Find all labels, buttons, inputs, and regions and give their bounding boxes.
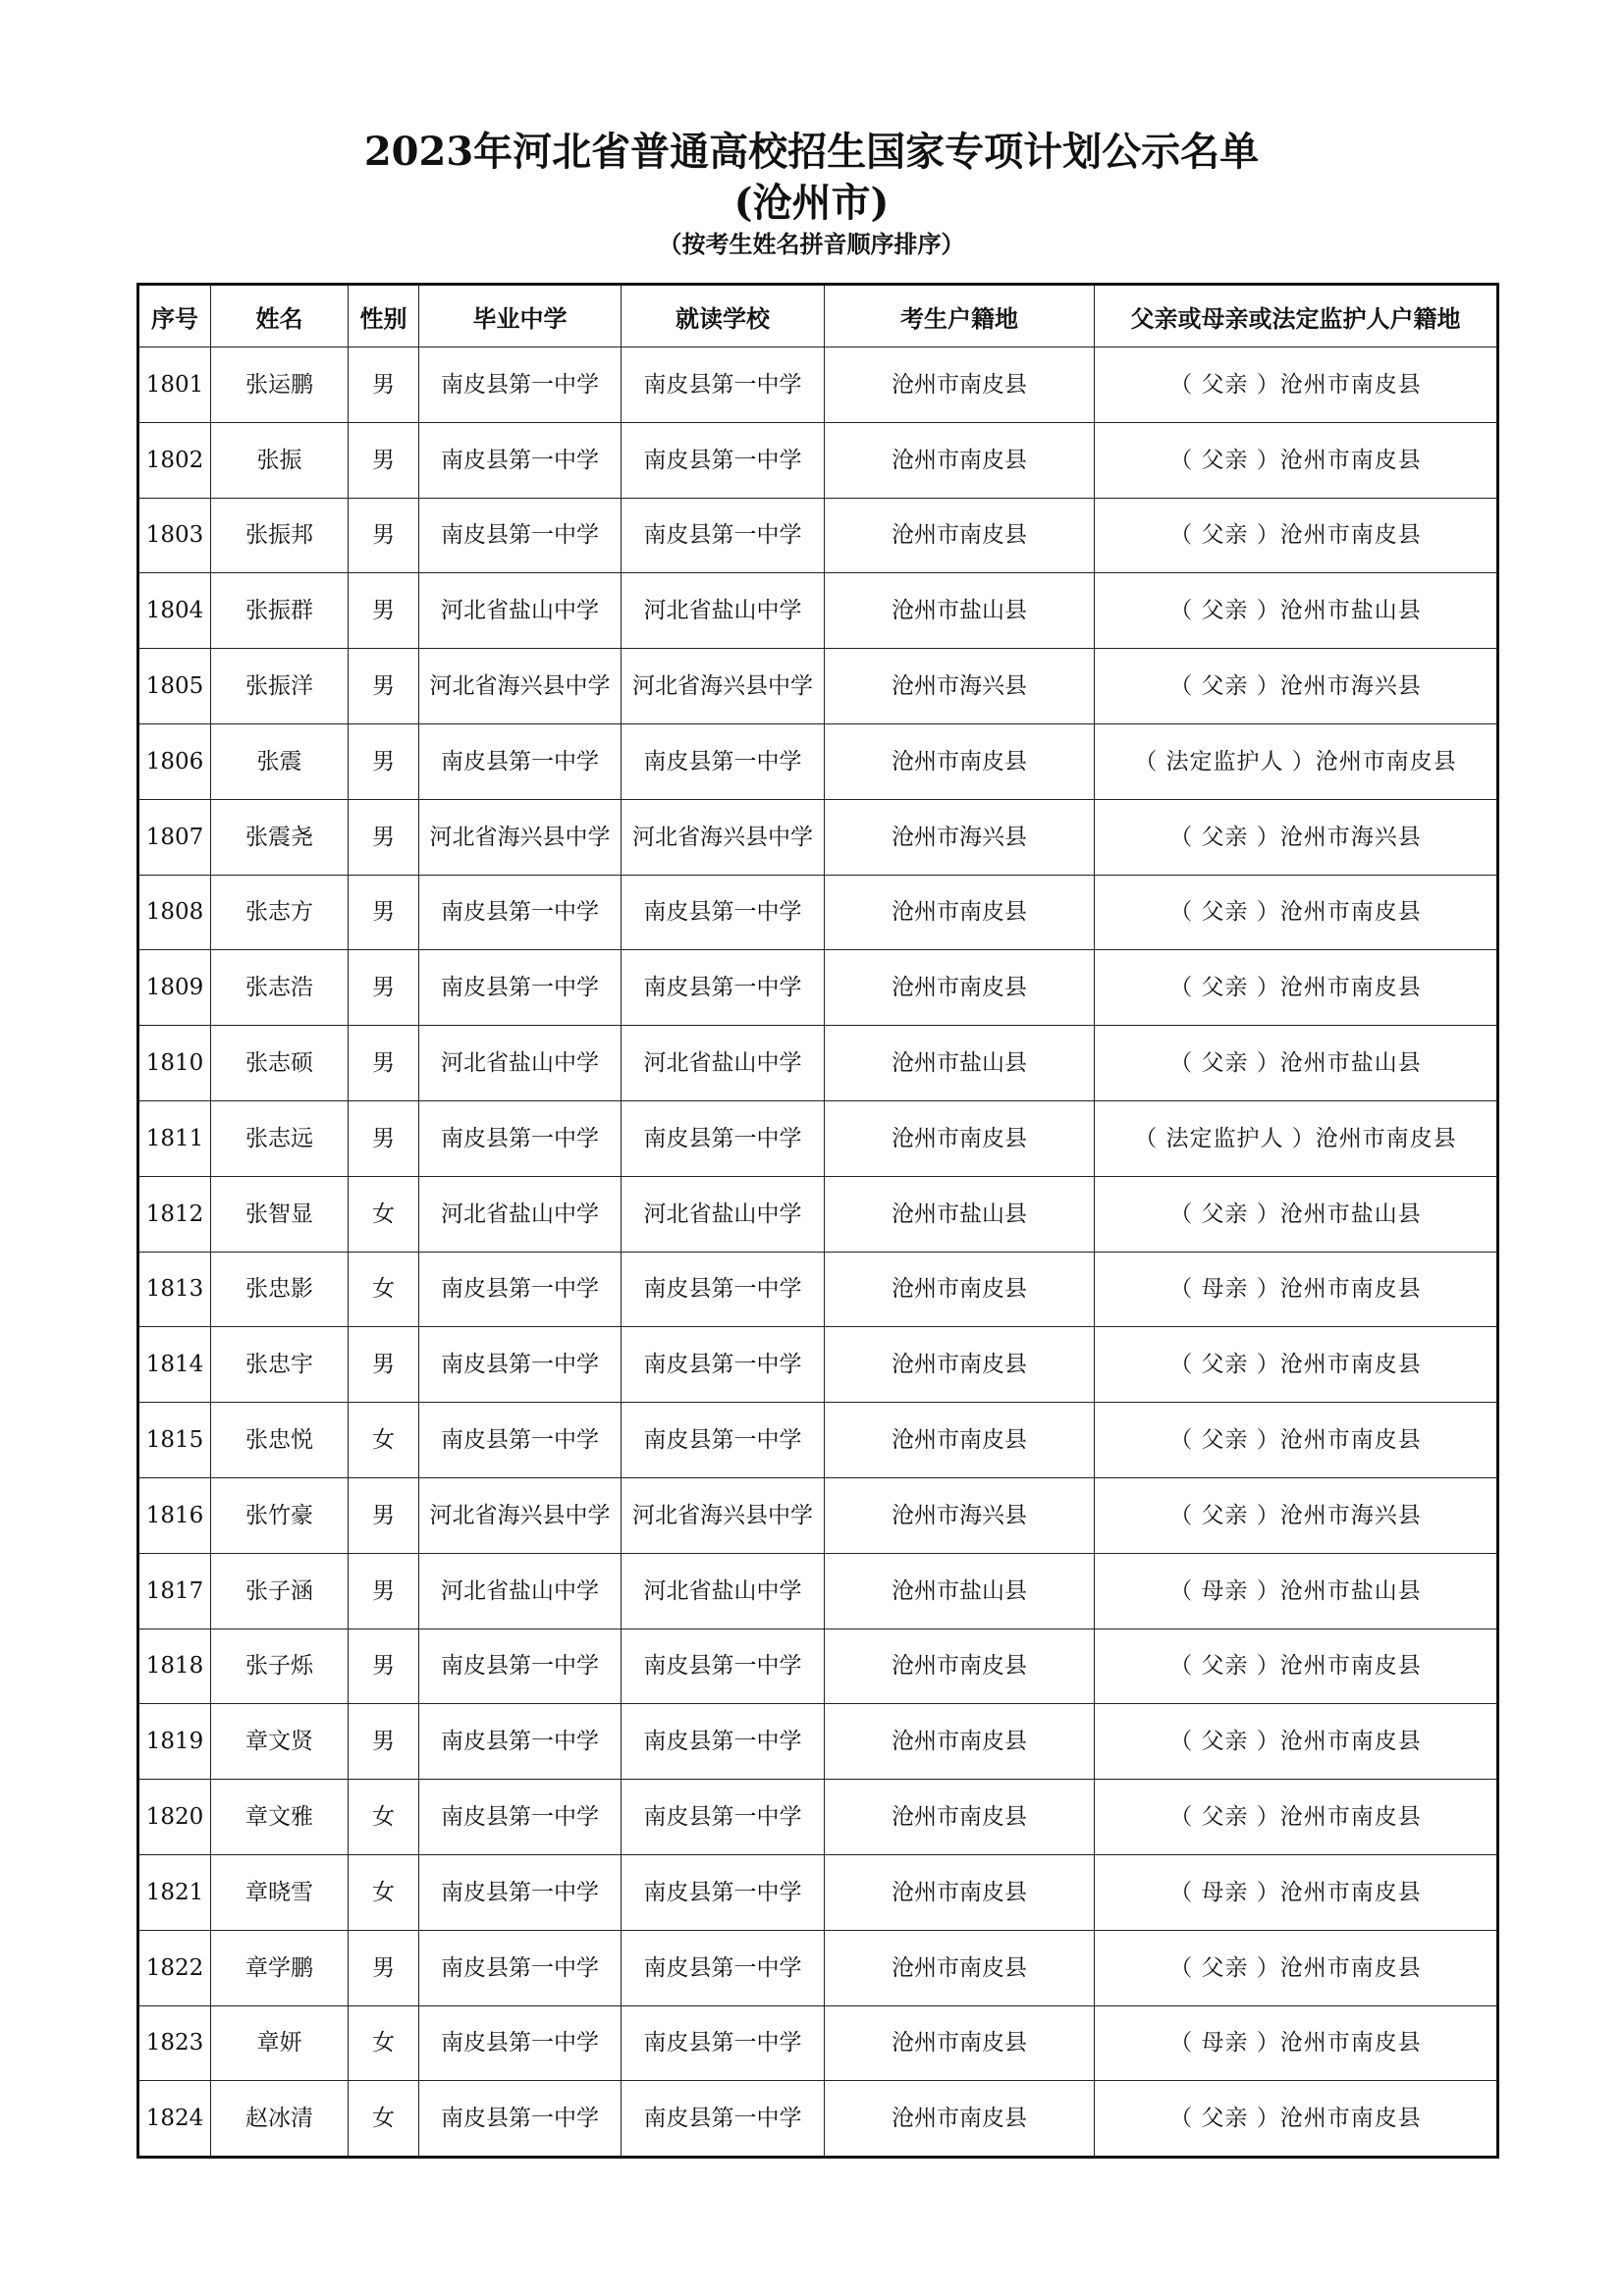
guardian-hukou-cell: （ 父亲 ）沧州市南皮县 [1095, 1327, 1498, 1403]
student-hukou-cell: 沧州市南皮县 [825, 723, 1095, 799]
graduated-school-cell: 南皮县第一中学 [419, 1629, 622, 1704]
table-row [138, 573, 1498, 649]
current-school-cell: 河北省盐山中学 [622, 1176, 825, 1252]
current-school-cell: 南皮县第一中学 [622, 1100, 825, 1176]
graduated-school-cell: 南皮县第一中学 [419, 950, 622, 1026]
graduated-school-cell: 南皮县第一中学 [419, 1854, 622, 1930]
guardian-hukou-cell: （ 父亲 ）沧州市南皮县 [1095, 2081, 1498, 2158]
student-hukou-cell: 沧州市南皮县 [825, 2005, 1095, 2081]
name-cell: 张志浩 [211, 950, 349, 1026]
current-school-cell: 河北省盐山中学 [622, 1026, 825, 1101]
guardian-hukou-cell: （ 父亲 ）沧州市盐山县 [1095, 1026, 1498, 1101]
name-cell: 张忠悦 [211, 1403, 349, 1478]
graduated-school-cell: 河北省盐山中学 [419, 1176, 622, 1252]
seq-cell: 1808 [138, 875, 211, 950]
sort-note: （按考生姓名拼音顺序排序） [658, 230, 965, 258]
graduated-school-cell: 南皮县第一中学 [419, 422, 622, 498]
name-cell: 张振邦 [211, 498, 349, 573]
seq-cell: 1821 [138, 1854, 211, 1930]
graduated-school-cell: 南皮县第一中学 [419, 2005, 622, 2081]
graduated-school-cell: 南皮县第一中学 [419, 1327, 622, 1403]
gender-cell: 女 [349, 2081, 419, 2158]
seq-cell: 1809 [138, 950, 211, 1026]
table-row [138, 1704, 1498, 1780]
guardian-hukou-cell: （ 父亲 ）沧州市南皮县 [1095, 1629, 1498, 1704]
column-header-seq: 序号 [138, 285, 211, 347]
table-row [138, 950, 1498, 1026]
student-hukou-cell: 沧州市盐山县 [825, 1553, 1095, 1629]
graduated-school-cell: 南皮县第一中学 [419, 1930, 622, 2005]
gender-cell: 男 [349, 1553, 419, 1629]
guardian-hukou-cell: （ 父亲 ）沧州市南皮县 [1095, 950, 1498, 1026]
page-subtitle: (沧州市) [733, 180, 890, 226]
name-cell: 张震 [211, 723, 349, 799]
current-school-cell: 南皮县第一中学 [622, 1403, 825, 1478]
seq-cell: 1816 [138, 1477, 211, 1553]
guardian-hukou-cell: （ 父亲 ）沧州市南皮县 [1095, 1930, 1498, 2005]
seq-cell: 1818 [138, 1629, 211, 1704]
student-hukou-cell: 沧州市南皮县 [825, 1854, 1095, 1930]
gender-cell: 男 [349, 1930, 419, 2005]
graduated-school-cell: 南皮县第一中学 [419, 1780, 622, 1855]
guardian-hukou-cell: （ 父亲 ）沧州市海兴县 [1095, 1477, 1498, 1553]
graduated-school-cell: 河北省海兴县中学 [419, 799, 622, 875]
gender-cell: 女 [349, 2005, 419, 2081]
guardian-hukou-cell: （ 父亲 ）沧州市南皮县 [1095, 875, 1498, 950]
current-school-cell: 南皮县第一中学 [622, 1252, 825, 1327]
gender-cell: 男 [349, 1026, 419, 1101]
table-row [138, 1629, 1498, 1704]
student-hukou-cell: 沧州市南皮县 [825, 1252, 1095, 1327]
current-school-cell: 南皮县第一中学 [622, 950, 825, 1026]
current-school-cell: 南皮县第一中学 [622, 498, 825, 573]
student-hukou-cell: 沧州市南皮县 [825, 347, 1095, 423]
guardian-hukou-cell: （ 父亲 ）沧州市南皮县 [1095, 498, 1498, 573]
graduated-school-cell: 南皮县第一中学 [419, 498, 622, 573]
table-row [138, 2005, 1498, 2081]
table-header-row [138, 285, 1498, 347]
seq-cell: 1820 [138, 1780, 211, 1855]
name-cell: 章文雅 [211, 1780, 349, 1855]
seq-cell: 1804 [138, 573, 211, 649]
current-school-cell: 南皮县第一中学 [622, 2005, 825, 2081]
guardian-hukou-cell: （ 父亲 ）沧州市南皮县 [1095, 347, 1498, 423]
graduated-school-cell: 南皮县第一中学 [419, 347, 622, 423]
column-header-name: 姓名 [211, 285, 349, 347]
gender-cell: 男 [349, 1477, 419, 1553]
current-school-cell: 河北省海兴县中学 [622, 649, 825, 724]
table-row [138, 1176, 1498, 1252]
table-row [138, 875, 1498, 950]
guardian-hukou-cell: （ 父亲 ）沧州市盐山县 [1095, 1176, 1498, 1252]
gender-cell: 男 [349, 1629, 419, 1704]
name-cell: 张志方 [211, 875, 349, 950]
guardian-hukou-cell: （ 法定监护人 ）沧州市南皮县 [1095, 1100, 1498, 1176]
name-cell: 张志远 [211, 1100, 349, 1176]
graduated-school-cell: 河北省盐山中学 [419, 1026, 622, 1101]
column-header-current-school: 就读学校 [622, 285, 825, 347]
name-cell: 张子烁 [211, 1629, 349, 1704]
name-cell: 张振洋 [211, 649, 349, 724]
seq-cell: 1814 [138, 1327, 211, 1403]
guardian-hukou-cell: （ 父亲 ）沧州市海兴县 [1095, 799, 1498, 875]
current-school-cell: 河北省海兴县中学 [622, 1477, 825, 1553]
name-cell: 张忠影 [211, 1252, 349, 1327]
seq-cell: 1819 [138, 1704, 211, 1780]
table-row [138, 1930, 1498, 2005]
student-hukou-cell: 沧州市南皮县 [825, 422, 1095, 498]
current-school-cell: 南皮县第一中学 [622, 723, 825, 799]
name-cell: 章文贤 [211, 1704, 349, 1780]
seq-cell: 1803 [138, 498, 211, 573]
guardian-hukou-cell: （ 父亲 ）沧州市海兴县 [1095, 649, 1498, 724]
guardian-hukou-cell: （ 法定监护人 ）沧州市南皮县 [1095, 723, 1498, 799]
graduated-school-cell: 河北省海兴县中学 [419, 649, 622, 724]
current-school-cell: 河北省盐山中学 [622, 1553, 825, 1629]
gender-cell: 男 [349, 1327, 419, 1403]
seq-cell: 1824 [138, 2081, 211, 2158]
seq-cell: 1806 [138, 723, 211, 799]
graduated-school-cell: 河北省海兴县中学 [419, 1477, 622, 1553]
graduated-school-cell: 南皮县第一中学 [419, 1252, 622, 1327]
gender-cell: 女 [349, 1176, 419, 1252]
student-hukou-cell: 沧州市盐山县 [825, 1176, 1095, 1252]
table-row [138, 1553, 1498, 1629]
current-school-cell: 南皮县第一中学 [622, 1930, 825, 2005]
seq-cell: 1807 [138, 799, 211, 875]
student-hukou-cell: 沧州市南皮县 [825, 1930, 1095, 2005]
name-cell: 张智显 [211, 1176, 349, 1252]
table-row [138, 498, 1498, 573]
seq-cell: 1813 [138, 1252, 211, 1327]
current-school-cell: 南皮县第一中学 [622, 422, 825, 498]
roster-table [136, 283, 1499, 2159]
table-row [138, 347, 1498, 423]
page-title: 2023年河北省普通高校招生国家专项计划公示名单 [363, 129, 1260, 175]
seq-cell: 1822 [138, 1930, 211, 2005]
student-hukou-cell: 沧州市海兴县 [825, 799, 1095, 875]
gender-cell: 男 [349, 875, 419, 950]
column-header-gender: 性别 [349, 285, 419, 347]
seq-cell: 1817 [138, 1553, 211, 1629]
guardian-hukou-cell: （ 母亲 ）沧州市南皮县 [1095, 2005, 1498, 2081]
table-row [138, 649, 1498, 724]
seq-cell: 1812 [138, 1176, 211, 1252]
name-cell: 张志硕 [211, 1026, 349, 1101]
student-hukou-cell: 沧州市南皮县 [825, 1629, 1095, 1704]
gender-cell: 男 [349, 573, 419, 649]
guardian-hukou-cell: （ 母亲 ）沧州市南皮县 [1095, 1854, 1498, 1930]
graduated-school-cell: 南皮县第一中学 [419, 1403, 622, 1478]
student-hukou-cell: 沧州市南皮县 [825, 2081, 1095, 2158]
current-school-cell: 南皮县第一中学 [622, 1704, 825, 1780]
gender-cell: 男 [349, 649, 419, 724]
gender-cell: 男 [349, 723, 419, 799]
guardian-hukou-cell: （ 母亲 ）沧州市南皮县 [1095, 1252, 1498, 1327]
gender-cell: 男 [349, 1704, 419, 1780]
table-row [138, 1026, 1498, 1101]
gender-cell: 女 [349, 1403, 419, 1478]
student-hukou-cell: 沧州市海兴县 [825, 649, 1095, 724]
guardian-hukou-cell: （ 父亲 ）沧州市盐山县 [1095, 573, 1498, 649]
column-header-student-hukou: 考生户籍地 [825, 285, 1095, 347]
guardian-hukou-cell: （ 父亲 ）沧州市南皮县 [1095, 1704, 1498, 1780]
seq-cell: 1810 [138, 1026, 211, 1101]
name-cell: 张竹豪 [211, 1477, 349, 1553]
graduated-school-cell: 河北省盐山中学 [419, 1553, 622, 1629]
column-header-graduated-school: 毕业中学 [419, 285, 622, 347]
gender-cell: 男 [349, 799, 419, 875]
gender-cell: 女 [349, 1854, 419, 1930]
graduated-school-cell: 南皮县第一中学 [419, 2081, 622, 2158]
graduated-school-cell: 南皮县第一中学 [419, 1100, 622, 1176]
current-school-cell: 南皮县第一中学 [622, 875, 825, 950]
gender-cell: 女 [349, 1252, 419, 1327]
name-cell: 张振群 [211, 573, 349, 649]
name-cell: 章晓雪 [211, 1854, 349, 1930]
student-hukou-cell: 沧州市南皮县 [825, 1327, 1095, 1403]
column-header-guardian-hukou: 父亲或母亲或法定监护人户籍地 [1095, 285, 1498, 347]
student-hukou-cell: 沧州市南皮县 [825, 1100, 1095, 1176]
current-school-cell: 南皮县第一中学 [622, 1854, 825, 1930]
name-cell: 张运鹏 [211, 347, 349, 423]
table-row [138, 1327, 1498, 1403]
seq-cell: 1801 [138, 347, 211, 423]
table-row [138, 1252, 1498, 1327]
gender-cell: 男 [349, 950, 419, 1026]
table-row [138, 1780, 1498, 1855]
table-body [138, 347, 1498, 2158]
seq-cell: 1815 [138, 1403, 211, 1478]
gender-cell: 男 [349, 498, 419, 573]
gender-cell: 男 [349, 1100, 419, 1176]
name-cell: 张振 [211, 422, 349, 498]
table-row [138, 799, 1498, 875]
guardian-hukou-cell: （ 母亲 ）沧州市盐山县 [1095, 1553, 1498, 1629]
guardian-hukou-cell: （ 父亲 ）沧州市南皮县 [1095, 422, 1498, 498]
table-row [138, 723, 1498, 799]
student-hukou-cell: 沧州市南皮县 [825, 875, 1095, 950]
seq-cell: 1823 [138, 2005, 211, 2081]
current-school-cell: 南皮县第一中学 [622, 1780, 825, 1855]
name-cell: 章学鹏 [211, 1930, 349, 2005]
student-hukou-cell: 沧州市盐山县 [825, 1026, 1095, 1101]
table-row [138, 1403, 1498, 1478]
gender-cell: 女 [349, 1780, 419, 1855]
seq-cell: 1805 [138, 649, 211, 724]
student-hukou-cell: 沧州市南皮县 [825, 498, 1095, 573]
student-hukou-cell: 沧州市盐山县 [825, 573, 1095, 649]
seq-cell: 1802 [138, 422, 211, 498]
seq-cell: 1811 [138, 1100, 211, 1176]
guardian-hukou-cell: （ 父亲 ）沧州市南皮县 [1095, 1403, 1498, 1478]
table-row [138, 422, 1498, 498]
student-hukou-cell: 沧州市南皮县 [825, 950, 1095, 1026]
graduated-school-cell: 南皮县第一中学 [419, 723, 622, 799]
student-hukou-cell: 沧州市南皮县 [825, 1403, 1095, 1478]
current-school-cell: 南皮县第一中学 [622, 347, 825, 423]
guardian-hukou-cell: （ 父亲 ）沧州市南皮县 [1095, 1780, 1498, 1855]
name-cell: 章妍 [211, 2005, 349, 2081]
student-hukou-cell: 沧州市南皮县 [825, 1704, 1095, 1780]
current-school-cell: 南皮县第一中学 [622, 1629, 825, 1704]
name-cell: 张震尧 [211, 799, 349, 875]
current-school-cell: 南皮县第一中学 [622, 1327, 825, 1403]
name-cell: 赵冰清 [211, 2081, 349, 2158]
graduated-school-cell: 河北省盐山中学 [419, 573, 622, 649]
name-cell: 张子涵 [211, 1553, 349, 1629]
current-school-cell: 南皮县第一中学 [622, 2081, 825, 2158]
name-cell: 张忠宇 [211, 1327, 349, 1403]
student-hukou-cell: 沧州市南皮县 [825, 1780, 1095, 1855]
table-row [138, 1854, 1498, 1930]
student-hukou-cell: 沧州市海兴县 [825, 1477, 1095, 1553]
table-row [138, 1477, 1498, 1553]
gender-cell: 男 [349, 422, 419, 498]
gender-cell: 男 [349, 347, 419, 423]
graduated-school-cell: 南皮县第一中学 [419, 1704, 622, 1780]
current-school-cell: 河北省海兴县中学 [622, 799, 825, 875]
table-row [138, 2081, 1498, 2158]
current-school-cell: 河北省盐山中学 [622, 573, 825, 649]
table-row [138, 1100, 1498, 1176]
graduated-school-cell: 南皮县第一中学 [419, 875, 622, 950]
